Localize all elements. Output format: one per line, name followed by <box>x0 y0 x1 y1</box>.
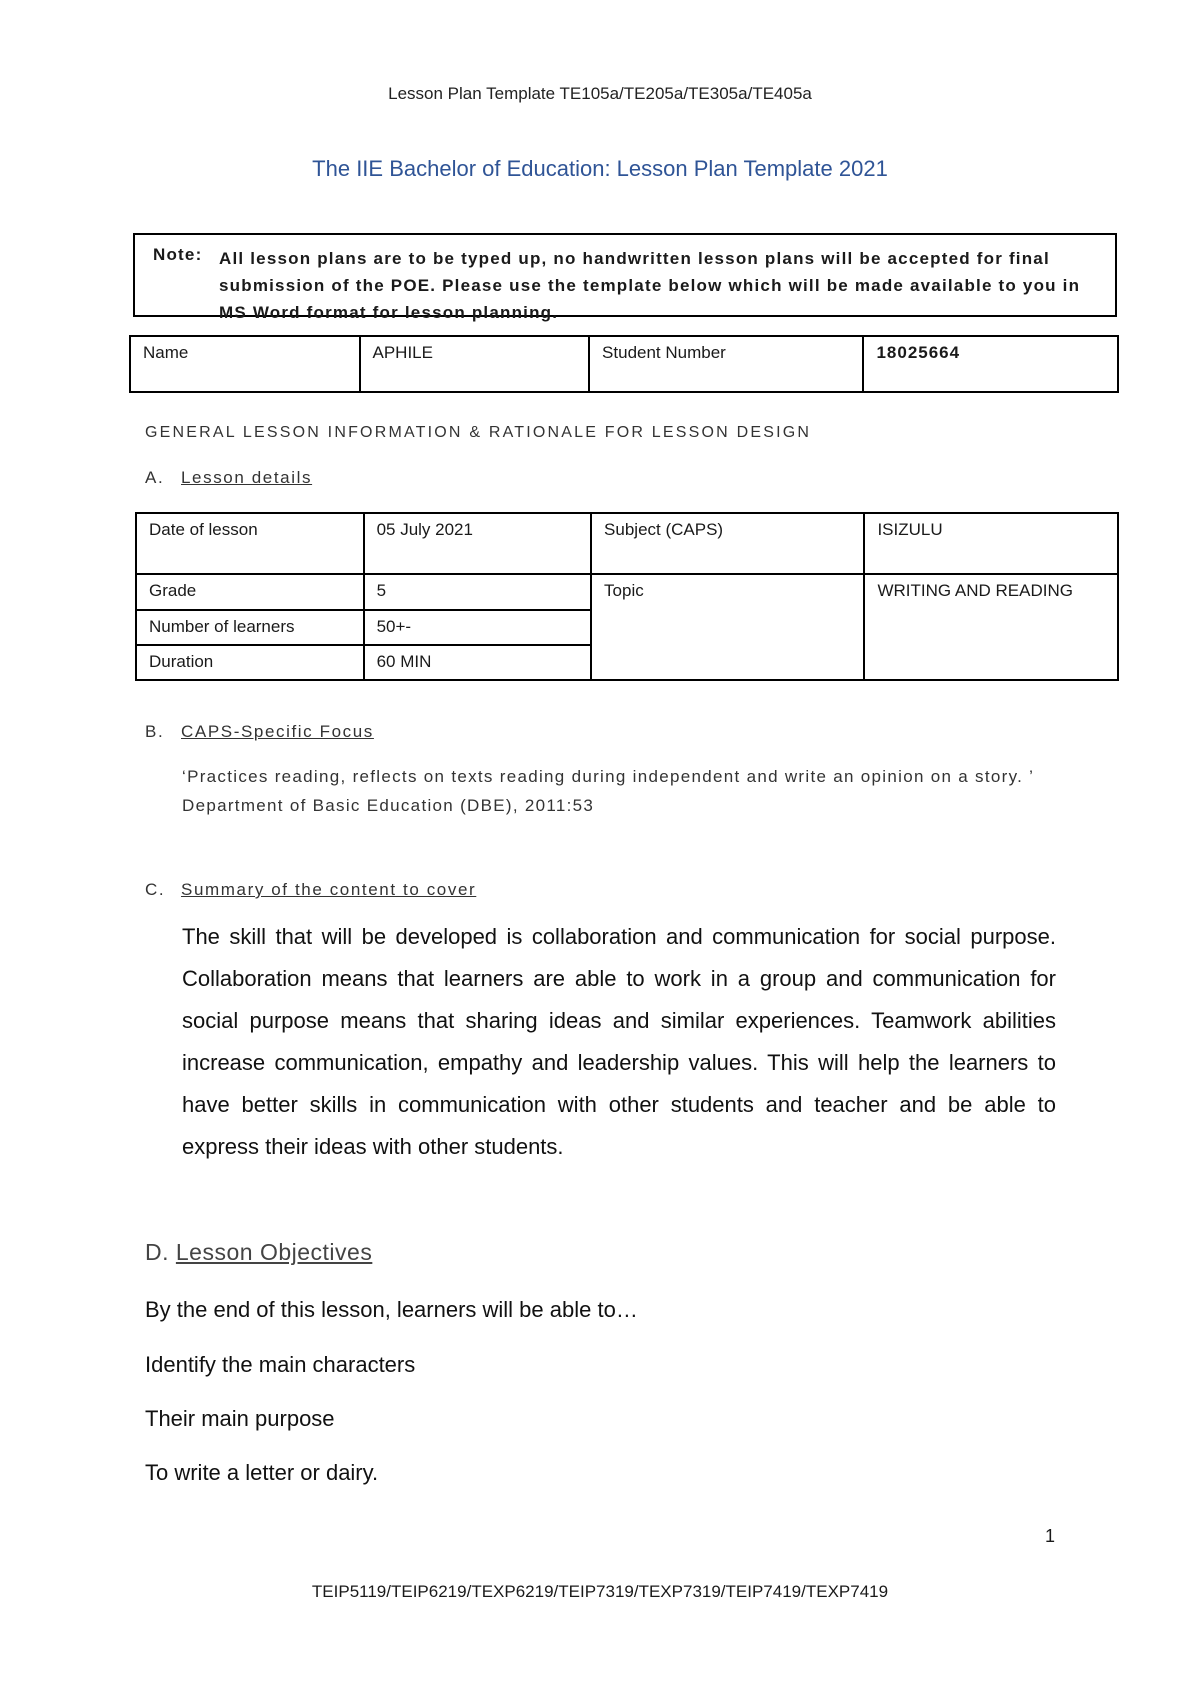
section-c-title: Summary of the content to cover <box>181 880 477 899</box>
caps-focus-quote: ‘Practices reading, reflects on texts reading during independent and write an opinion on a story. ’ Department of Basic Education (DBE), 2011:53 <box>182 767 1034 815</box>
section-b-letter: B. <box>145 722 165 741</box>
student-number-value: 18025664 <box>863 336 1118 392</box>
note-box <box>133 233 1117 322</box>
grade-value: 5 <box>364 574 591 610</box>
duration-label: Duration <box>136 645 364 680</box>
topic-label: Topic <box>591 574 864 680</box>
date-label: Date of lesson <box>136 513 364 574</box>
page-header: Lesson Plan Template TE105a/TE205a/TE305a/TE405a <box>388 84 812 103</box>
section-a-letter: A. <box>145 468 165 487</box>
section-d-heading <box>145 1239 372 1266</box>
section-d-letter: D. <box>145 1239 169 1265</box>
date-value: 05 July 2021 <box>364 513 591 574</box>
objective-item: Their main purpose <box>145 1406 335 1431</box>
student-number-label: Student Number <box>589 336 863 392</box>
learners-label: Number of learners <box>136 610 364 645</box>
topic-value: WRITING AND READING <box>864 574 1118 680</box>
note-label: Note: <box>153 245 203 264</box>
lesson-details-table <box>135 512 1119 681</box>
section-c-letter: C. <box>145 880 166 899</box>
objective-item: Identify the main characters <box>145 1352 416 1377</box>
document-title: The IIE Bachelor of Education: Lesson Plan Template 2021 <box>312 156 888 181</box>
subject-label: Subject (CAPS) <box>591 513 864 574</box>
objective-item: To write a letter or dairy. <box>145 1460 379 1485</box>
section-c-heading <box>145 880 476 900</box>
name-label: Name <box>130 336 360 392</box>
section-d-title: Lesson Objectives <box>175 1239 373 1265</box>
general-section-heading: GENERAL LESSON INFORMATION & RATIONALE FOR LESSON DESIGN <box>145 424 812 441</box>
grade-label: Grade <box>136 574 364 610</box>
section-b-title: CAPS-Specific Focus <box>181 722 374 741</box>
student-info-table <box>129 335 1119 393</box>
section-b-heading <box>145 722 374 742</box>
duration-value: 60 MIN <box>364 645 591 680</box>
learners-value: 50+- <box>364 610 591 645</box>
page-number: 1 <box>1045 1526 1056 1546</box>
section-a-heading <box>145 468 312 488</box>
section-a-title: Lesson details <box>181 468 313 487</box>
objectives-intro: By the end of this lesson, learners will be able to… <box>145 1297 638 1322</box>
content-summary: The skill that will be developed is collaboration and communication for social purpose. Collaboration means that learners are able to work in a group and communication for social purpose means that sharing ideas and similar experiences. Teamwork abilities increase communication, empathy and leadership values. This will help the learners to have better skills in communication with other students and teacher and be able to express their ideas with other students. <box>182 924 1056 1159</box>
note-text: All lesson plans are to be typed up, no handwritten lesson plans will be accepted for final submission of the POE. Please use the template below which will be made available to you in MS Word format for lesson planning. <box>219 249 1081 322</box>
name-value: APHILE <box>360 336 590 392</box>
subject-value: ISIZULU <box>864 513 1118 574</box>
page-footer: TEIP5119/TEIP6219/TEXP6219/TEIP7319/TEXP7319/TEIP7419/TEXP7419 <box>311 1582 889 1601</box>
